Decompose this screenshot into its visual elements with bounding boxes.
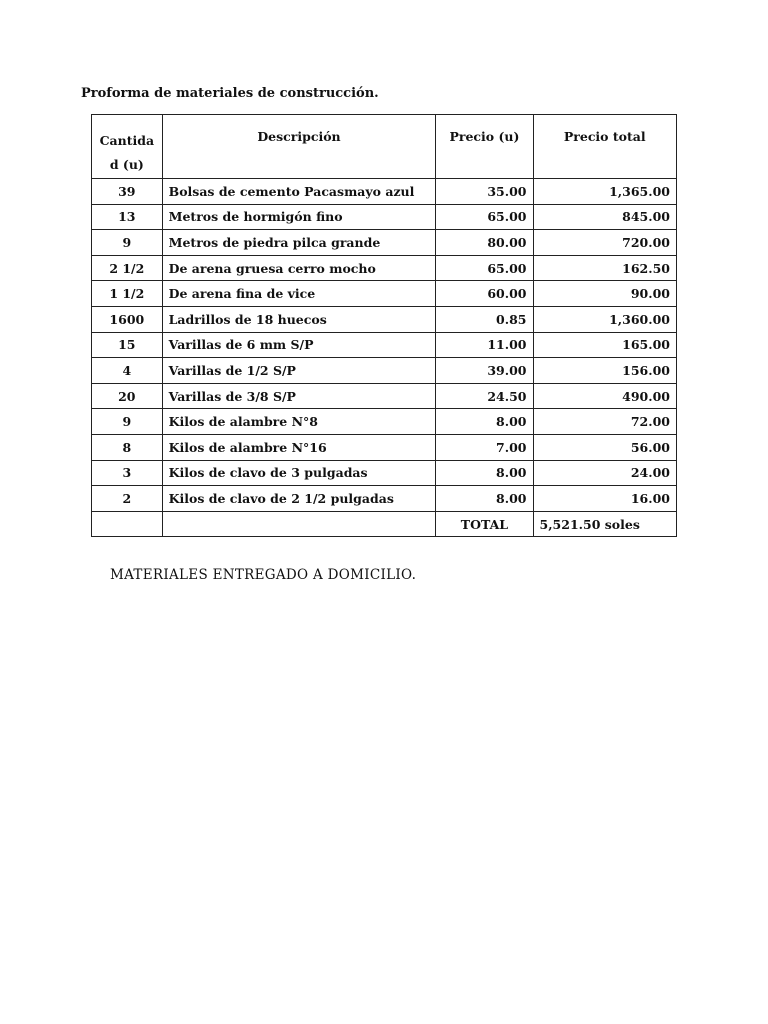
table-row [92,255,677,281]
header-unit-price: Precio (u) [436,115,533,179]
table-row [92,281,677,307]
cell-description: Varillas de 6 mm S/P [162,332,436,358]
cell-total-price: 165.00 [533,332,677,358]
table-row [92,486,677,512]
cell-description: Bolsas de cemento Pacasmayo azul [162,179,436,205]
total-row-empty-qty [92,511,163,537]
cell-total-price: 156.00 [533,358,677,384]
cell-quantity: 9 [92,230,163,256]
cell-description: Varillas de 3/8 S/P [162,383,436,409]
cell-total-price: 490.00 [533,383,677,409]
cell-total-price: 162.50 [533,255,677,281]
table-row [92,409,677,435]
table-row [92,460,677,486]
header-total-price: Precio total [533,115,677,179]
cell-unit-price: 65.00 [436,255,533,281]
table-header-row [92,115,677,179]
cell-total-price: 845.00 [533,204,677,230]
header-description: Descripción [162,115,436,179]
cell-quantity: 3 [92,460,163,486]
cell-description: Metros de piedra pilca grande [162,230,436,256]
cell-description: Kilos de clavo de 3 pulgadas [162,460,436,486]
cell-quantity: 4 [92,358,163,384]
total-row [92,511,677,537]
cell-quantity: 2 1/2 [92,255,163,281]
table-row [92,204,677,230]
cell-total-price: 72.00 [533,409,677,435]
cell-description: Kilos de clavo de 2 1/2 pulgadas [162,486,436,512]
cell-total-price: 720.00 [533,230,677,256]
materials-table [91,114,677,537]
cell-total-price: 90.00 [533,281,677,307]
cell-unit-price: 24.50 [436,383,533,409]
cell-quantity: 1600 [92,306,163,332]
cell-unit-price: 11.00 [436,332,533,358]
cell-description: Kilos de alambre N°8 [162,409,436,435]
cell-quantity: 2 [92,486,163,512]
table-row [92,179,677,205]
cell-unit-price: 8.00 [436,409,533,435]
cell-unit-price: 80.00 [436,230,533,256]
cell-quantity: 1 1/2 [92,281,163,307]
cell-quantity: 39 [92,179,163,205]
cell-unit-price: 0.85 [436,306,533,332]
cell-description: Metros de hormigón fino [162,204,436,230]
total-row-empty-desc [162,511,436,537]
delivery-note: MATERIALES ENTREGADO A DOMICILIO. [110,567,417,583]
cell-total-price: 56.00 [533,434,677,460]
header-quantity [92,115,163,179]
cell-unit-price: 8.00 [436,486,533,512]
total-value: 5,521.50 soles [533,511,677,537]
cell-total-price: 1,365.00 [533,179,677,205]
cell-description: De arena gruesa cerro mocho [162,255,436,281]
table-row [92,434,677,460]
cell-unit-price: 60.00 [436,281,533,307]
header-quantity-line2: d (u) [109,157,144,172]
cell-total-price: 24.00 [533,460,677,486]
header-quantity-line1: Cantida [99,133,155,148]
total-label: TOTAL [436,511,533,537]
cell-total-price: 16.00 [533,486,677,512]
table-row [92,383,677,409]
table-row [92,358,677,384]
cell-description: Varillas de 1/2 S/P [162,358,436,384]
cell-unit-price: 7.00 [436,434,533,460]
cell-unit-price: 65.00 [436,204,533,230]
cell-quantity: 8 [92,434,163,460]
cell-description: Kilos de alambre N°16 [162,434,436,460]
table-row [92,230,677,256]
cell-description: Ladrillos de 18 huecos [162,306,436,332]
cell-quantity: 15 [92,332,163,358]
cell-description: De arena fina de vice [162,281,436,307]
cell-unit-price: 8.00 [436,460,533,486]
cell-unit-price: 35.00 [436,179,533,205]
cell-quantity: 20 [92,383,163,409]
table-row [92,306,677,332]
document-title: Proforma de materiales de construcción. [81,86,379,101]
cell-quantity: 9 [92,409,163,435]
cell-unit-price: 39.00 [436,358,533,384]
table-row [92,332,677,358]
cell-total-price: 1,360.00 [533,306,677,332]
cell-quantity: 13 [92,204,163,230]
